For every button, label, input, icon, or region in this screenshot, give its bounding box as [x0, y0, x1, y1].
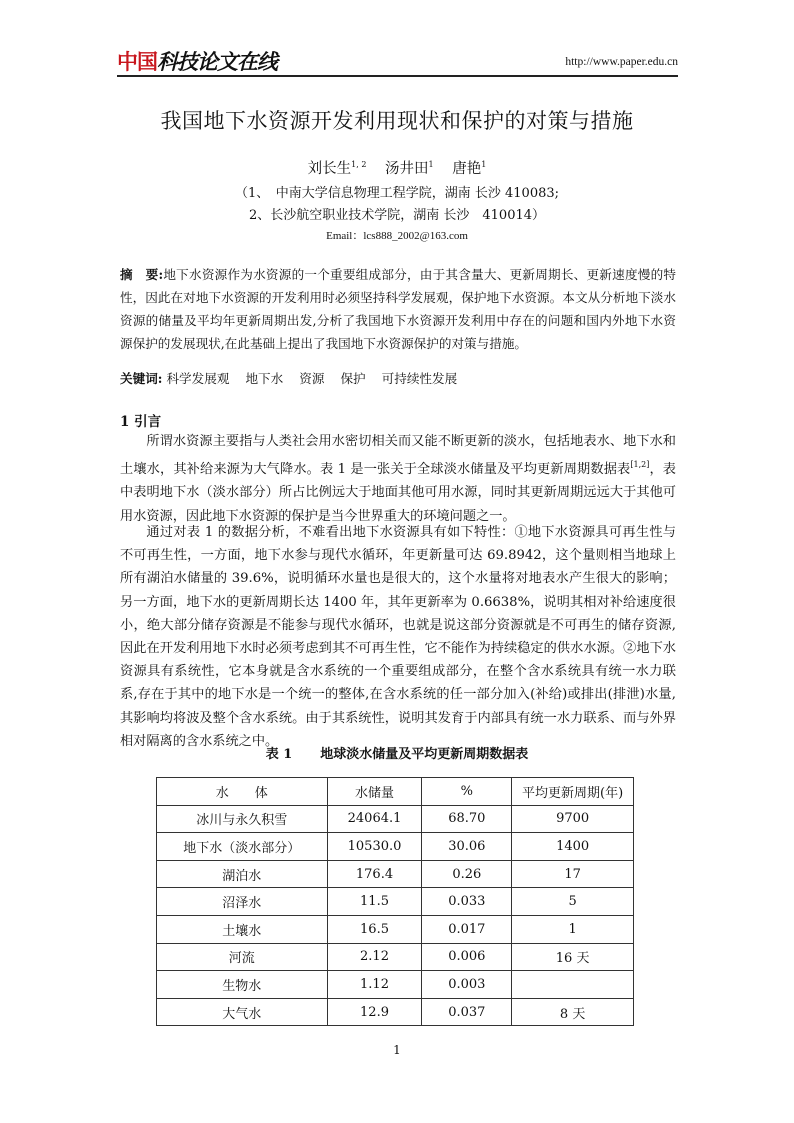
table-cell: 17	[512, 860, 634, 888]
keyword: 保护	[340, 371, 366, 386]
table-cell: 大气水	[157, 998, 328, 1026]
keywords	[120, 368, 676, 387]
table-cell	[512, 971, 634, 999]
affiliation-2: 2、长沙航空职业技术学院，湖南 长沙 410014）	[248, 208, 546, 223]
keywords-label: 关键词:	[120, 371, 163, 386]
table-cell: 24064.1	[327, 805, 422, 833]
column-header: 水 体	[157, 778, 328, 806]
affiliation-1: （1、 中南大学信息物理工程学院，湖南 长沙 410083;	[234, 186, 560, 201]
author-affiliation-mark: 1	[428, 160, 434, 169]
table-cell: 1.12	[327, 971, 422, 999]
column-header: 水储量	[327, 778, 422, 806]
author-name: 唐艳	[452, 161, 482, 177]
table-row	[157, 860, 634, 888]
page-number: 1	[393, 1043, 401, 1057]
abstract	[120, 263, 676, 355]
author-name: 汤井田	[385, 161, 429, 177]
table-cell: 1400	[512, 833, 634, 861]
keyword: 地下水	[245, 371, 284, 386]
column-header: %	[422, 778, 512, 806]
paper-title: 我国地下水资源开发利用现状和保护的对策与措施	[160, 109, 634, 133]
author-email[interactable]: Email：lcs888_2002@163.com	[326, 230, 468, 242]
section-heading: 1 引言	[120, 414, 162, 430]
table-cell: 5	[512, 888, 634, 916]
table-cell: 冰川与永久积雪	[157, 805, 328, 833]
author-name: 刘长生	[307, 161, 352, 177]
keyword: 可持续性发展	[381, 371, 458, 386]
table-cell: 0.006	[422, 943, 512, 971]
table-cell: 2.12	[327, 943, 422, 971]
table-cell: 河流	[157, 943, 328, 971]
author-line	[80, 157, 714, 178]
table-caption	[80, 743, 714, 762]
site-url-link[interactable]: http://www.paper.edu.cn	[565, 56, 678, 68]
table-row	[157, 805, 634, 833]
logo-red-text: 中国	[117, 50, 157, 74]
table-cell: 土壤水	[157, 915, 328, 943]
table-row	[157, 943, 634, 971]
keyword: 科学发展观	[166, 371, 230, 386]
logo-black-text: 科技论文在线	[157, 50, 277, 74]
table-cell: 1	[512, 915, 634, 943]
table-cell: 10530.0	[327, 833, 422, 861]
abstract-text: 地下水资源作为水资源的一个重要组成部分，由于其含量大、更新周期长、更新速度慢的特性，因此在对地下水资源的开发利用时必须坚持科学发展观，保护地下水资源。本文从分析地下淡水资源的储量及平均年更新周期出发,分析了我国地下水资源开发利用中存在的问题和国内外地下水资源保护的发展现状,在此基础上提出了我国地下水资源保护的对策与措施。	[120, 267, 677, 351]
site-logo[interactable]	[117, 46, 277, 76]
table-row	[157, 971, 634, 999]
header-divider	[117, 75, 678, 77]
body-paragraph: 通过对表 1 的数据分析，不难看出地下水资源具有如下特性：①地下水资源具可再生性与不可再生性，一方面，地下水参与现代水循环，年更新量可达 69.8942，这个量则相当地球上所有湖泊水储量的 39.6%，说明循环水量也是很大的，这个水量将对地表水产生很大的影响；另一方面，地下水的更新周期长达 1400 年，其年更新率为 0.6638%，说明其相对补给速度很小，绝大部分储存资源是不能参与现代水循环，也就是说这部分资源就是不可再生的储存资源,因此在开发利用地下水时必须考虑到其不可再生性，它不能作为持续稳定的供水水源。②地下水资源具有系统性，它本身就是含水系统的一个重要组成部分，在整个含水系统具有统一水力联系,存在于其中的地下水是一个统一的整体,在含水系统的任一部分加入(补给)或排出(排泄)水量,其影响均将波及整个含水系统。由于其系统性，说明其发育于内部具有统一水力联系、而与外界相对隔离的含水系统之中。	[120, 525, 676, 749]
table-cell: 0.037	[422, 998, 512, 1026]
table-header-row	[157, 778, 634, 806]
table-cell: 地下水（淡水部分）	[157, 833, 328, 861]
table-cell: 16.5	[327, 915, 422, 943]
table-cell: 12.9	[327, 998, 422, 1026]
table-cell: 0.003	[422, 971, 512, 999]
author-affiliation-mark: 1, 2	[351, 160, 367, 169]
table-cell: 9700	[512, 805, 634, 833]
table-cell: 30.06	[422, 833, 512, 861]
table-row	[157, 998, 634, 1026]
table-cell: 生物水	[157, 971, 328, 999]
body-paragraph	[120, 430, 676, 528]
citation-ref[interactable]: [1,2]	[630, 460, 650, 470]
column-header: 平均更新周期(年)	[512, 778, 634, 806]
table-row	[157, 888, 634, 916]
table-cell: 8 天	[512, 998, 634, 1026]
paragraph-text: ，表中表明地下水（淡水部分）所占比例远大于地面其他可用水源，同时其更新周期远远大于其他可用水资源，因此地下水资源的保护是当今世界重大的环境问题之一。	[120, 462, 676, 524]
table-number: 表 1	[265, 747, 293, 762]
table-cell: 0.26	[422, 860, 512, 888]
table-cell: 湖泊水	[157, 860, 328, 888]
table-cell: 0.017	[422, 915, 512, 943]
table-cell: 16 天	[512, 943, 634, 971]
data-table	[156, 777, 634, 1026]
paragraph-text: 所谓水资源主要指与人类社会用水密切相关而又能不断更新的淡水，包括地表水、地下水和土壤水，其补给来源为大气降水。表 1 是一张关于全球淡水储量及平均更新周期数据表	[120, 434, 676, 478]
author-affiliation-mark: 1	[481, 160, 487, 169]
table-cell: 68.70	[422, 805, 512, 833]
abstract-label: 摘 要:	[120, 267, 164, 282]
table-title: 地球淡水储量及平均更新周期数据表	[320, 747, 529, 762]
table-cell: 沼泽水	[157, 888, 328, 916]
table-cell: 0.033	[422, 888, 512, 916]
table-row	[157, 833, 634, 861]
table-cell: 176.4	[327, 860, 422, 888]
table-cell: 11.5	[327, 888, 422, 916]
page-header	[117, 46, 678, 74]
table-row	[157, 915, 634, 943]
keyword: 资源	[299, 371, 325, 386]
